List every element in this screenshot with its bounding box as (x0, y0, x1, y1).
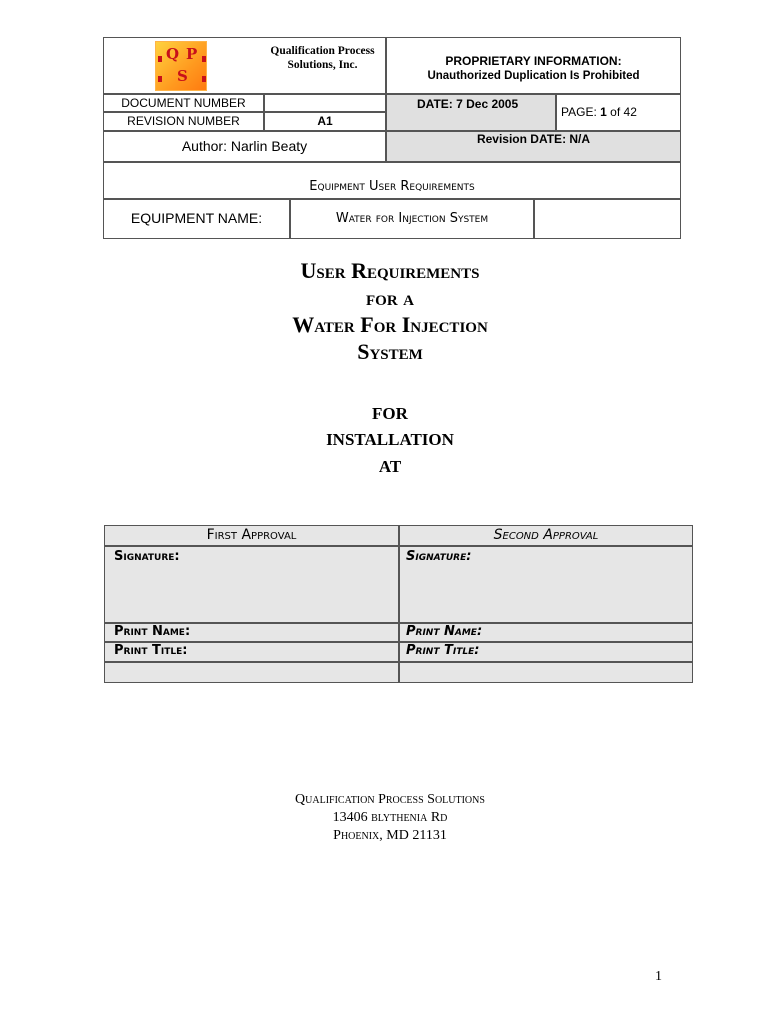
first-print-title-field[interactable] (104, 642, 399, 662)
doc-type-cell (103, 162, 681, 199)
footer-city: Phoenix, MD 21131 (333, 828, 447, 843)
proprietary-title: PROPRIETARY INFORMATION: (445, 54, 622, 68)
first-approval-title: First Approval (206, 527, 297, 543)
doc-number-value-cell (264, 94, 386, 112)
second-approval-header (399, 525, 693, 546)
title-line-4: System (357, 339, 423, 364)
revision-label: REVISION NUMBER (127, 114, 240, 128)
second-approval-title: Second Approval (493, 527, 599, 543)
logo-mark (158, 76, 162, 82)
footer-street: 13406 blythenia Rd (332, 810, 448, 825)
equipment-name: Water for Injection System (335, 211, 489, 226)
second-date-field[interactable] (399, 662, 693, 683)
revision-label-cell (103, 112, 264, 131)
print-title-label: Print Title: (406, 643, 480, 658)
doc-number-label-cell (103, 94, 264, 112)
equipment-value-cell (290, 199, 534, 239)
equipment-label: EQUIPMENT NAME: (130, 210, 263, 226)
second-print-title-field[interactable] (399, 642, 693, 662)
first-approval-header (104, 525, 399, 546)
equipment-extra-cell (534, 199, 681, 239)
first-signature-field[interactable] (104, 546, 399, 623)
revision-date: Revision DATE: N/A (476, 132, 591, 146)
revision-value: A1 (317, 114, 333, 128)
title-for: FOR (372, 404, 408, 423)
footer-company: Qualification Process Solutions (295, 792, 485, 807)
logo-mark (158, 56, 162, 62)
title-installation: INSTALLATION (326, 430, 454, 449)
document-date: DATE: 7 Dec 2005 (417, 97, 519, 111)
print-title-label: Print Title: (114, 643, 188, 658)
page-label: PAGE: (561, 105, 597, 119)
first-date-field[interactable] (104, 662, 399, 683)
page-cell (556, 94, 681, 131)
document-type: Equipment User Requirements (309, 179, 475, 194)
print-name-label: Print Name: (114, 624, 191, 639)
company-name: Qualification Process Solutions, Inc. (270, 45, 375, 71)
logo-letter-p: P (186, 45, 198, 63)
revision-date-cell (386, 131, 681, 162)
first-print-name-field[interactable] (104, 623, 399, 642)
signature-label: Signature: (114, 549, 180, 564)
doc-number-label: DOCUMENT NUMBER (121, 96, 246, 110)
author-cell (103, 131, 386, 162)
title-at: AT (378, 457, 402, 476)
title-line-3: Water For Injection (292, 312, 488, 337)
logo-mark (202, 56, 206, 62)
page-current: 1 (600, 105, 607, 119)
second-print-name-field[interactable] (399, 623, 693, 642)
author: Author: Narlin Beaty (181, 138, 308, 154)
page-indicator (561, 105, 637, 119)
proprietary-subtitle: Unauthorized Duplication Is Prohibited (427, 70, 640, 82)
date-cell (386, 94, 556, 131)
equipment-label-cell (103, 199, 290, 239)
qps-logo (155, 41, 207, 91)
page-number: 1 (655, 969, 662, 984)
title-line-1: User Requirements (300, 258, 480, 283)
print-name-label: Print Name: (406, 624, 483, 639)
logo-letter-s: S (177, 67, 188, 85)
logo-mark (202, 76, 206, 82)
signature-label: Signature: (406, 549, 472, 564)
revision-value-cell (264, 112, 386, 131)
second-signature-field[interactable] (399, 546, 693, 623)
title-line-2: for a (366, 285, 414, 310)
logo-letter-q: Q (166, 45, 180, 63)
page-total: of 42 (610, 105, 637, 119)
